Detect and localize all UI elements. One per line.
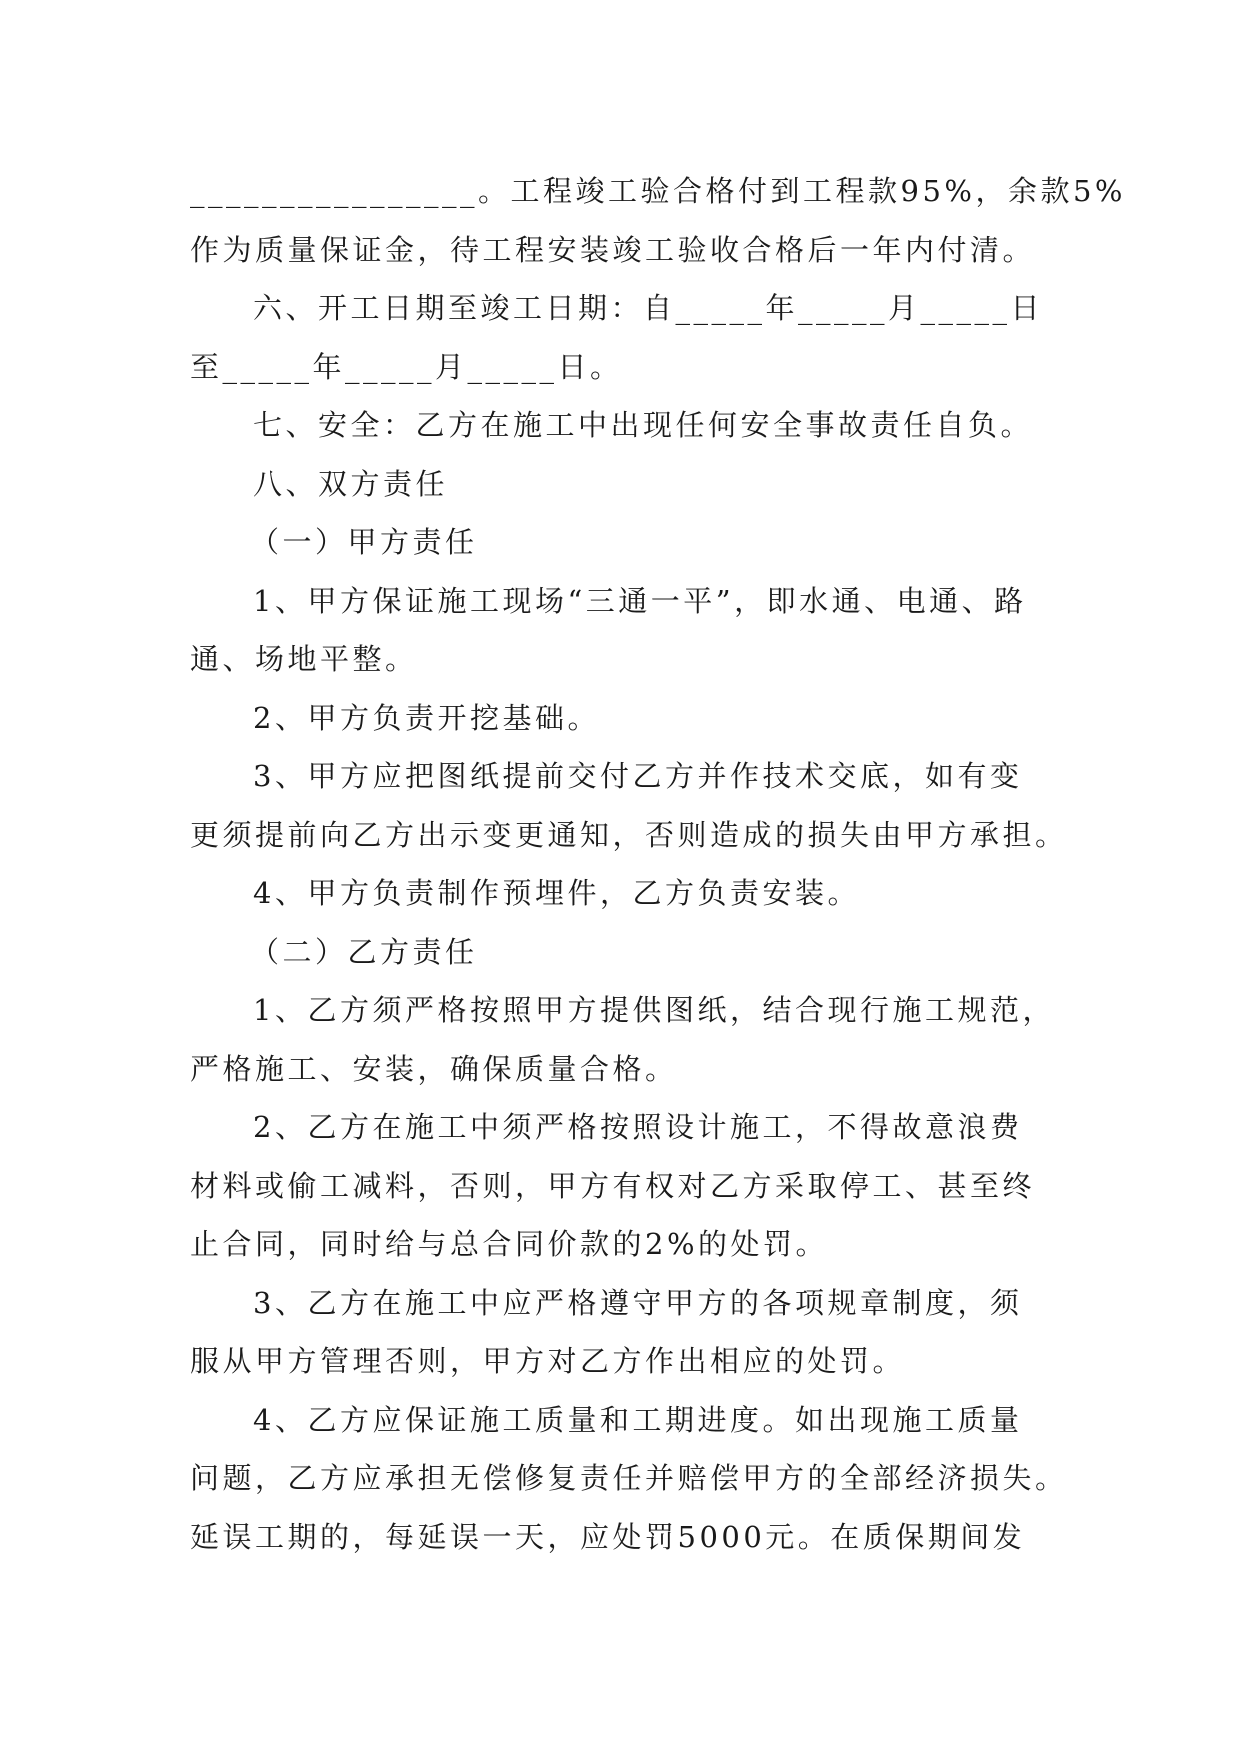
section-party-a-heading: （一）甲方责任 — [250, 525, 478, 559]
text-line: 作为质量保证金，待工程安装竣工验收合格后一年内付清。 — [190, 232, 1036, 267]
party-b-item-4: 4、乙方应保证施工质量和工期进度。如出现施工质量 — [253, 1402, 1023, 1437]
party-b-item-2: 2、乙方在施工中须严格按照设计施工，不得故意浪费 — [253, 1110, 1023, 1144]
text-line: 材料或偷工减料，否则，甲方有权对乙方采取停工、甚至终 — [190, 1168, 1036, 1203]
party-a-item-2: 2、甲方负责开挖基础。 — [253, 700, 600, 735]
text-line: ________________。工程竣工验合格付到工程款95%，余款5% — [190, 174, 1126, 208]
clause-8-heading: 八、双方责任 — [253, 466, 449, 501]
text-line: 更须提前向乙方出示变更通知，否则造成的损失由甲方承担。 — [190, 817, 1068, 852]
party-a-item-4: 4、甲方负责制作预埋件，乙方负责安装。 — [253, 876, 860, 910]
party-b-item-1: 1、乙方须严格按照甲方提供图纸，结合现行施工规范， — [253, 993, 1055, 1027]
party-a-item-3: 3、甲方应把图纸提前交付乙方并作技术交底，如有变 — [253, 759, 1023, 793]
text-line: 延误工期的，每延误一天，应处罚5000元。在质保期间发 — [190, 1519, 1026, 1554]
clause-6-heading: 六、开工日期至竣工日期：自_____年_____月_____日 — [253, 291, 1044, 325]
party-b-item-3: 3、乙方在施工中应严格遵守甲方的各项规章制度，须 — [253, 1285, 1023, 1320]
text-line: 问题，乙方应承担无偿修复责任并赔偿甲方的全部经济损失。 — [190, 1461, 1068, 1495]
text-line: 至_____年_____月_____日。 — [190, 349, 623, 384]
text-line: 止合同，同时给与总合同价款的2%的处罚。 — [190, 1227, 829, 1261]
party-a-item-1: 1、甲方保证施工现场“三通一平”，即水通、电通、路 — [253, 583, 1027, 618]
text-line: 通、场地平整。 — [190, 642, 418, 676]
clause-7-heading: 七、安全：乙方在施工中出现任何安全事故责任自负。 — [253, 408, 1034, 442]
text-line: 严格施工、安装，确保质量合格。 — [190, 1051, 678, 1086]
contract-text — [190, 162, 1126, 1566]
section-party-b-heading: （二）乙方责任 — [250, 934, 478, 969]
text-line: 服从甲方管理否则，甲方对乙方作出相应的处罚。 — [190, 1344, 906, 1378]
